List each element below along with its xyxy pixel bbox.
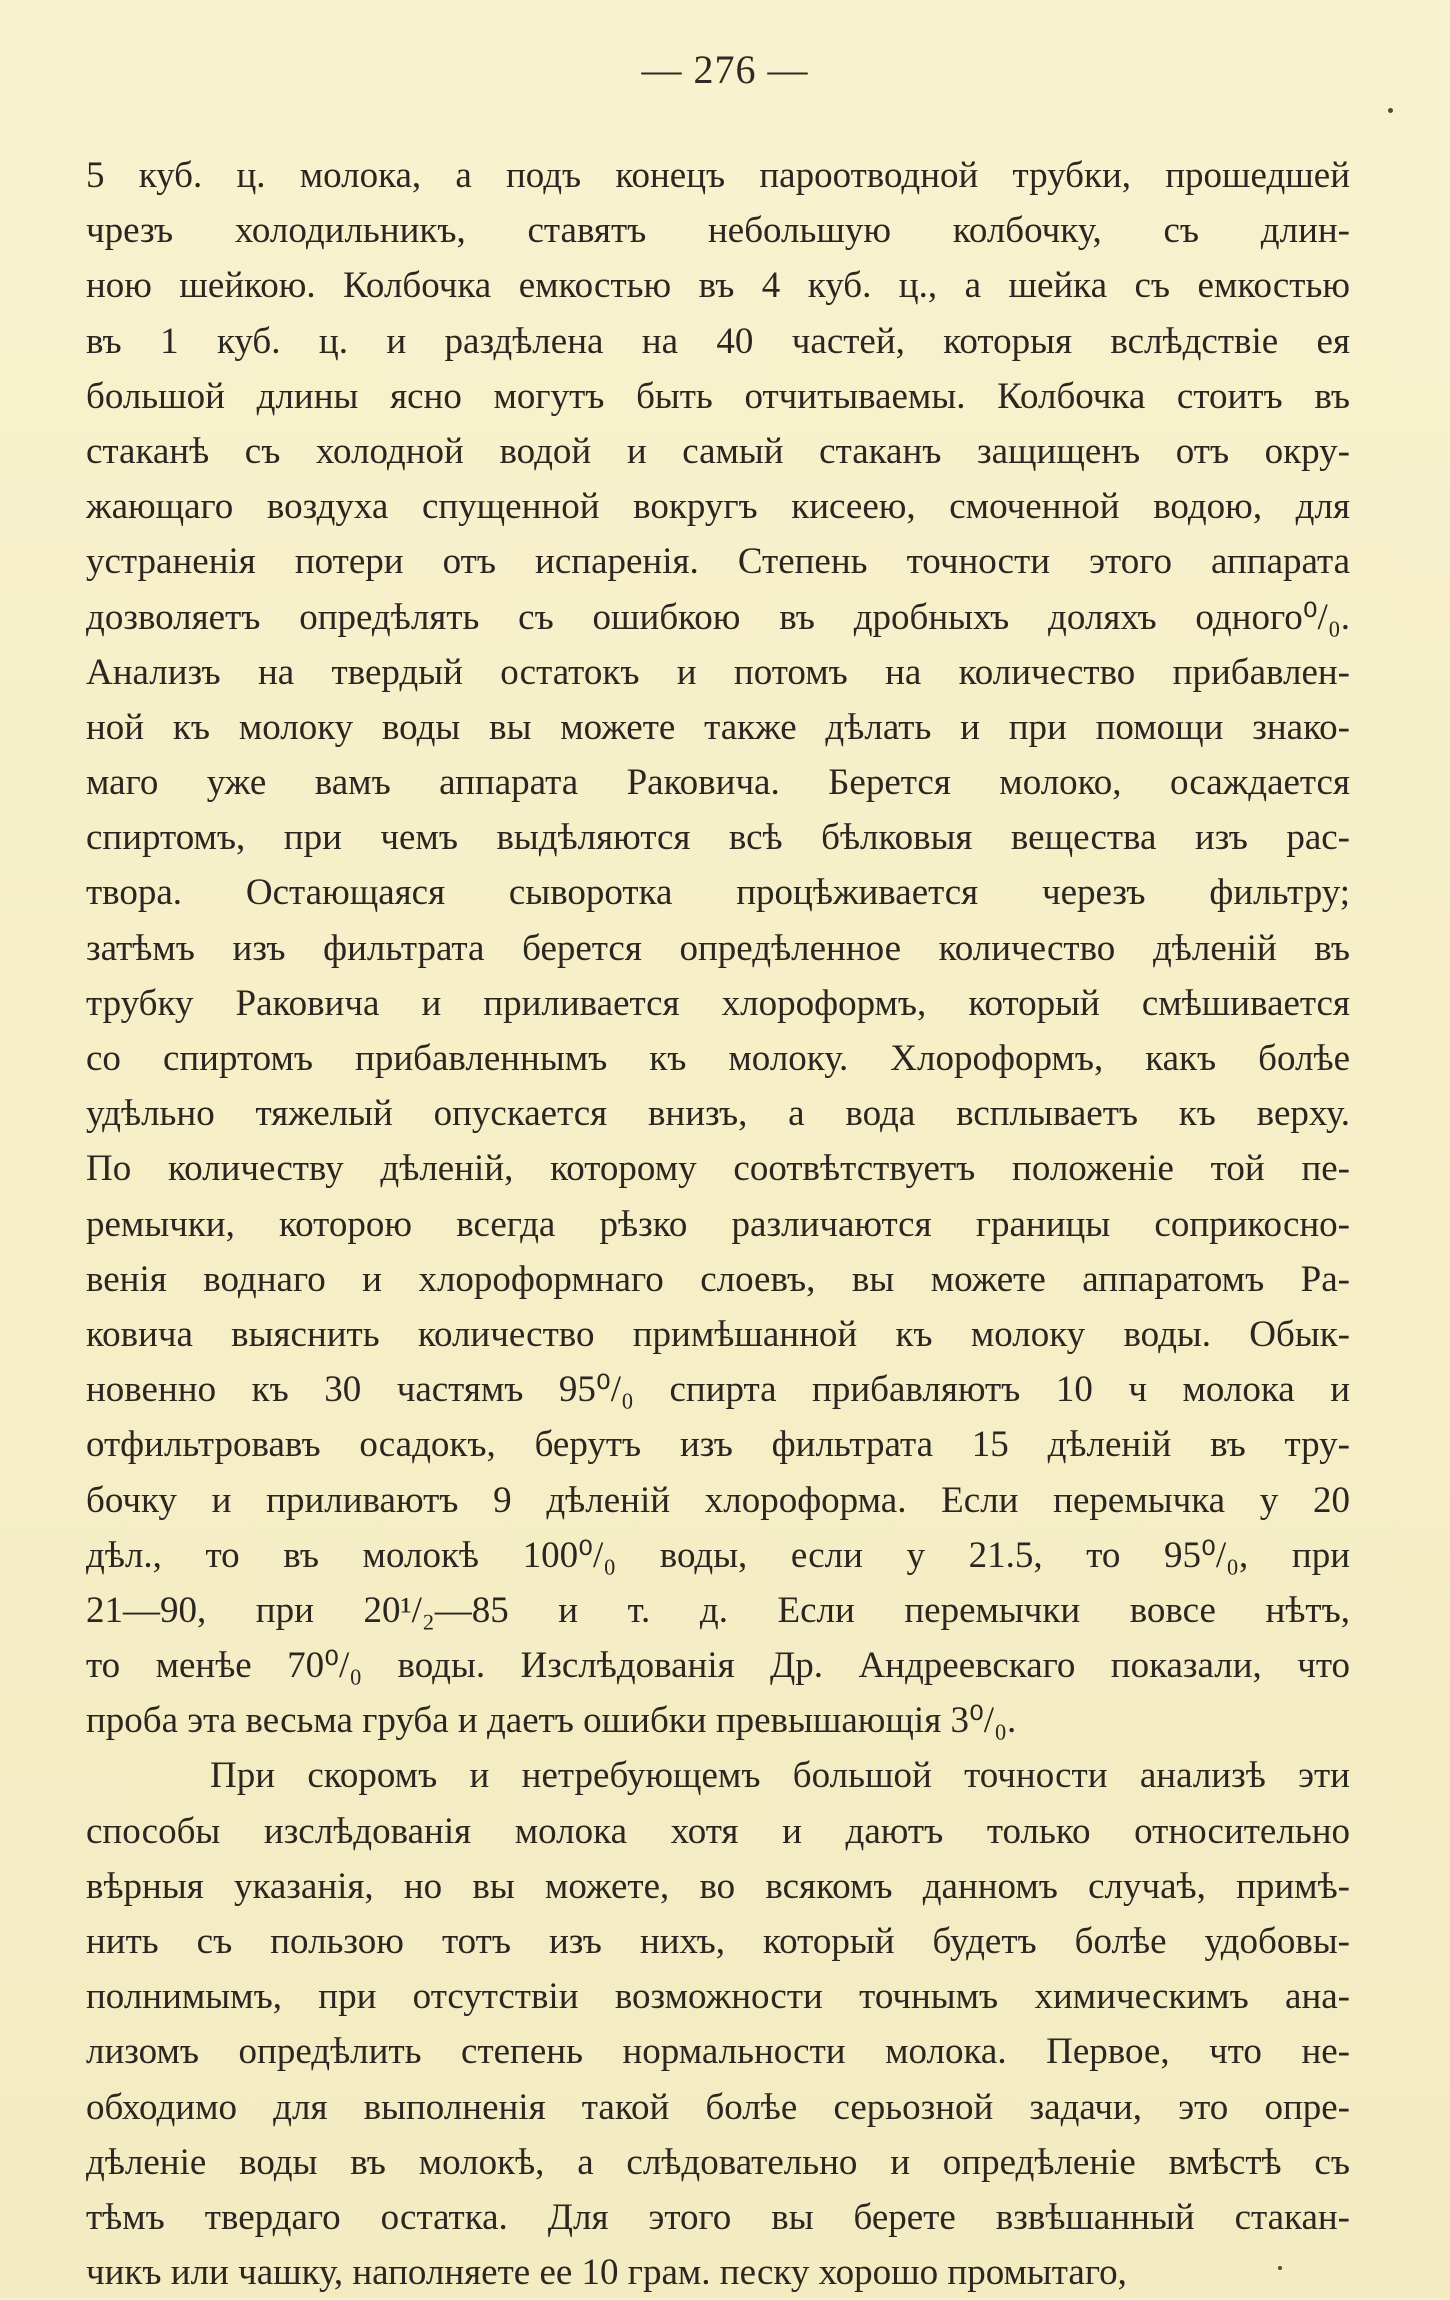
text-line: удѣльно тяжелый опускается внизъ, а вода всплываетъ къ верху. xyxy=(86,1093,1350,1135)
text-line: способы изслѣдованія молока хотя и даютъ только относительно xyxy=(86,1810,1350,1852)
text-line: нить съ пользою тотъ изъ нихъ, который будетъ болѣе удобовы- xyxy=(86,1921,1350,1962)
text-line: ковича выяснить количество примѣшанной къ молоку воды. Обык- xyxy=(86,1313,1350,1355)
text-line: венія воднаго и хлороформнаго слоевъ, вы можете аппаратомъ Ра- xyxy=(86,1258,1350,1300)
text-line: обходимо для выполненія такой болѣе серьозной задачи, это опре- xyxy=(86,2086,1350,2128)
text-line: ремычки, которою всегда рѣзко различаются границы соприкосно- xyxy=(86,1203,1350,1245)
text-line: нoю шейкою. Колбочка емкостью въ 4 куб. ц., а шейка съ емкостью xyxy=(86,265,1350,307)
text-line: отфильтровавъ осадокъ, берутъ изъ фильтрата 15 дѣленій въ тру- xyxy=(86,1424,1350,1466)
page-number: — 276 — xyxy=(641,47,809,92)
text-line: затѣмъ изъ фильтрата берется опредѣленное количество дѣленій въ xyxy=(86,927,1350,969)
text-line: 5 куб. ц. молока, а подъ конецъ пароотводной трубки, прошедшей xyxy=(86,155,1350,196)
text-line: то менѣе 70⁰/₀ воды. Изслѣдованія Др. Андреевскаго показали, что xyxy=(86,1645,1350,1687)
text-line: жающаго воздуха спущенной вокругъ кисеею, смоченной водою, для xyxy=(86,486,1350,528)
text-line: чрезъ холодильникъ, ставятъ небольшую колбочку, съ длин- xyxy=(86,210,1350,252)
text-line: стаканѣ съ холодной водой и самый стаканъ защищенъ отъ окру- xyxy=(86,430,1350,472)
text-line: устраненія потери отъ испаренія. Степень точности этого аппарата xyxy=(86,541,1350,583)
text-line: тѣмъ твердаго остатка. Для этого вы берете взвѣшанный стакан- xyxy=(86,2196,1350,2238)
ink-speck xyxy=(1278,2266,1282,2270)
text-line: При скоромъ и нетребующемъ большой точности анализѣ эти xyxy=(210,1755,1350,1797)
text-line: проба эта весьма груба и даетъ ошибки превышающія 3⁰/₀. xyxy=(86,1700,1017,1742)
text-line: чикъ или чашку, наполняете ее 10 грам. песку хорошо промытаго, xyxy=(86,2252,1127,2294)
text-line: ной къ молоку воды вы можете также дѣлать и при помощи знако- xyxy=(86,706,1350,748)
text-line: большой длины ясно могутъ быть отчитываемы. Колбочка стоитъ въ xyxy=(86,375,1350,417)
text-line: полнимымъ, при отсутствіи возможности точнымъ химическимъ ана- xyxy=(86,1976,1350,2018)
text-line: дозволяетъ опредѣлять съ ошибкою въ дробныхъ доляхъ одного⁰/₀. xyxy=(86,596,1350,638)
text-line: лизомъ опредѣлить степень нормальности молока. Первое, что не- xyxy=(86,2031,1350,2073)
text-line: вѣрныя указанія, но вы можете, во всякомъ данномъ случаѣ, примѣ- xyxy=(86,1865,1350,1907)
ink-speck xyxy=(1388,108,1393,113)
text-line: трубку Раковича и приливается хлороформъ, который смѣшивается xyxy=(86,982,1350,1024)
text-line: твора. Остающаяся сыворотка процѣживается черезъ фильтру; xyxy=(86,872,1350,914)
text-line: спиртомъ, при чемъ выдѣляются всѣ бѣлковыя вещества изъ рас- xyxy=(86,817,1350,859)
text-line: 21—90, при 20¹/₂—85 и т. д. Если перемычки вовсе нѣтъ, xyxy=(86,1589,1350,1631)
body-text xyxy=(86,148,1350,2300)
text-line: бочку и приливаютъ 9 дѣленій хлороформа. Если перемычка у 20 xyxy=(86,1479,1350,1521)
text-line: дѣл., то въ молокѣ 100⁰/₀ воды, если у 21.5, то 95⁰/₀, при xyxy=(86,1534,1350,1576)
text-line: новенно къ 30 частямъ 95⁰/₀ спирта прибавляютъ 10 ч молока и xyxy=(86,1369,1350,1411)
text-line: дѣленіе воды въ молокѣ, а слѣдовательно и опредѣленіе вмѣстѣ съ xyxy=(86,2141,1350,2183)
text-line: По количеству дѣленій, которому соотвѣтствуетъ положеніе той пе- xyxy=(86,1148,1350,1190)
text-line: со спиртомъ прибавленнымъ къ молоку. Хлороформъ, какъ болѣе xyxy=(86,1038,1350,1079)
text-line: въ 1 куб. ц. и раздѣлена на 40 частей, которыя вслѣдствіе ея xyxy=(86,320,1350,362)
text-line: маго уже вамъ аппарата Раковича. Берется молоко, осаждается xyxy=(86,762,1350,804)
text-line: Анализъ на твердый остатокъ и потомъ на количество прибавлен- xyxy=(86,651,1350,693)
